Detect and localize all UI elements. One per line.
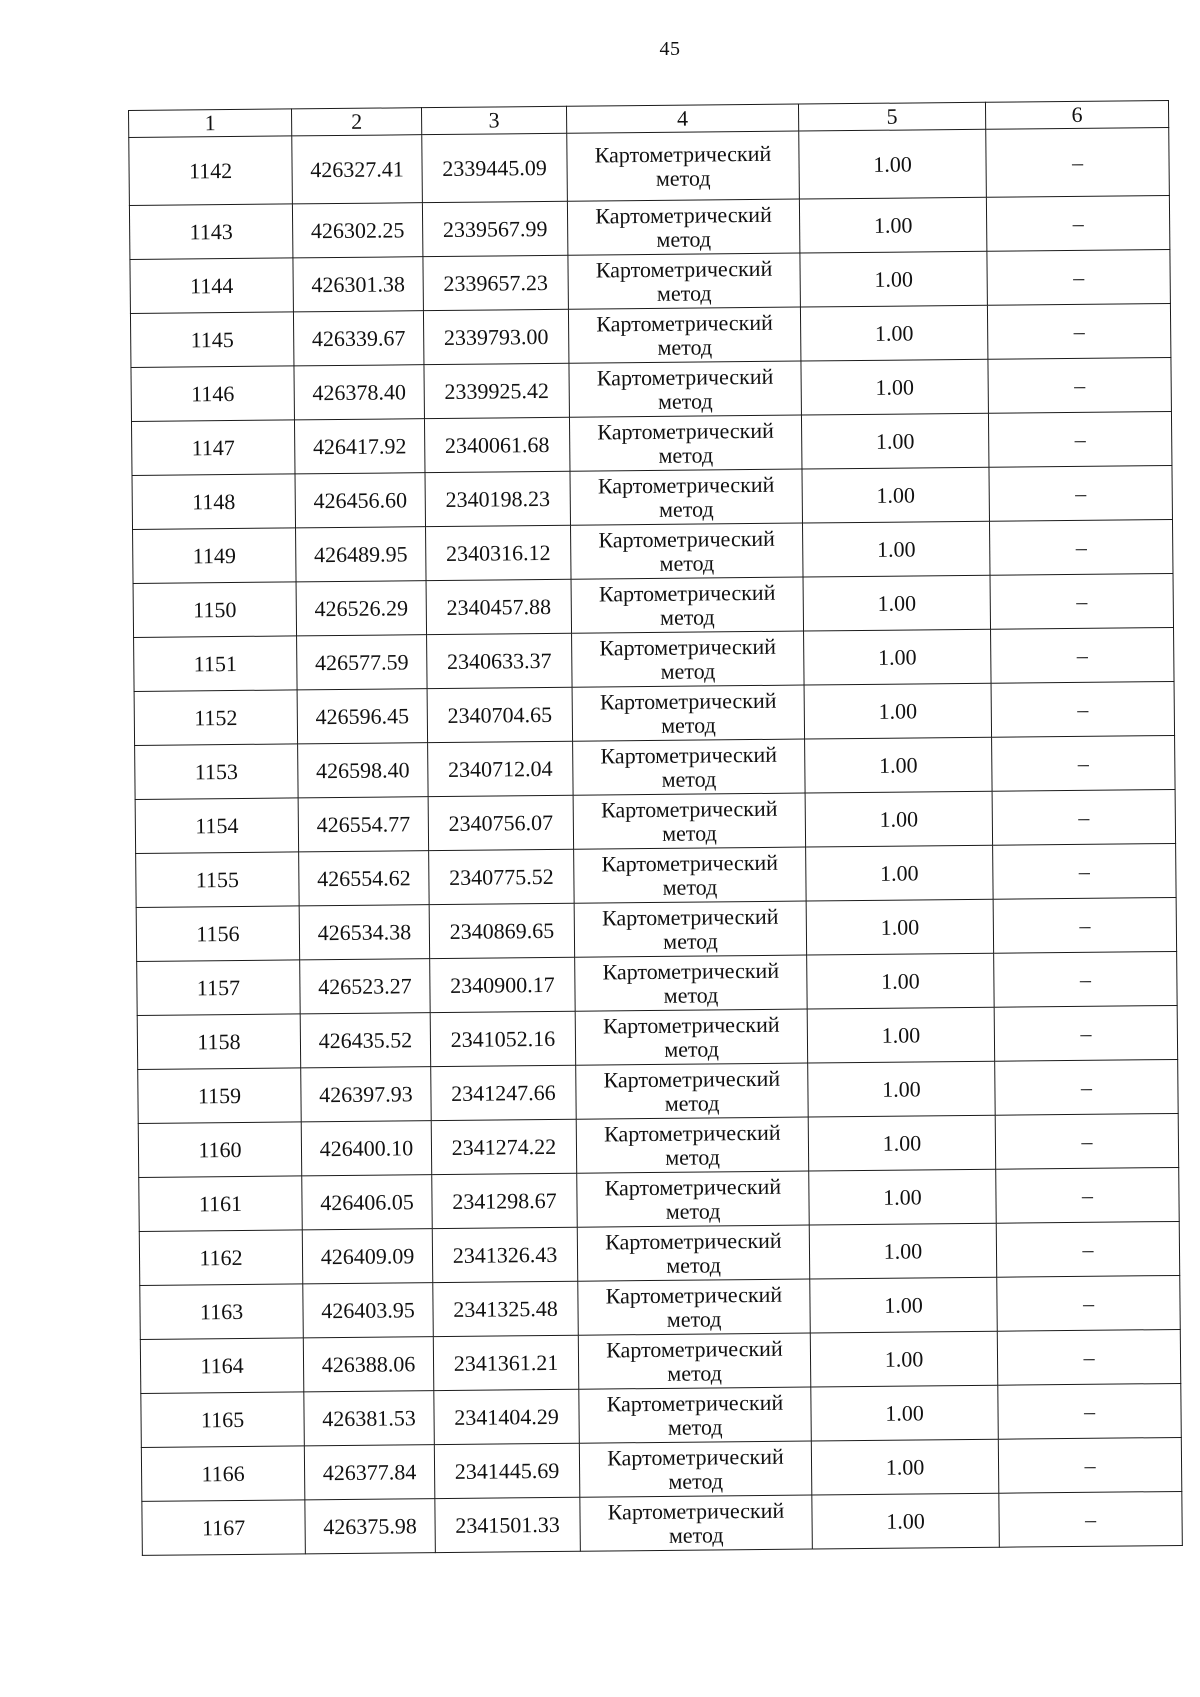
accuracy-cell: 1.00 — [809, 1169, 997, 1225]
note-cell: – — [994, 951, 1178, 1007]
x-coordinate-cell: 426409.09 — [302, 1229, 433, 1284]
method-line-2: метод — [663, 981, 719, 1008]
note-cell: – — [997, 1329, 1181, 1385]
y-coordinate-cell: 2340712.04 — [428, 741, 574, 796]
header-col-5: 5 — [798, 102, 985, 131]
point-number-cell: 1150 — [133, 582, 297, 638]
method-cell — [574, 847, 807, 903]
x-coordinate-cell: 426375.98 — [305, 1499, 436, 1554]
method-cell — [576, 1117, 809, 1173]
table-row — [135, 789, 1175, 853]
method-cell — [573, 739, 806, 795]
method-line-2: метод — [657, 387, 713, 414]
table-row — [133, 519, 1173, 583]
y-coordinate-cell: 2340061.68 — [424, 417, 570, 472]
accuracy-cell: 1.00 — [809, 1223, 997, 1279]
method-line-2: метод — [667, 1359, 723, 1386]
y-coordinate-cell: 2339567.99 — [422, 201, 568, 256]
accuracy-cell: 1.00 — [800, 305, 988, 361]
table-row — [132, 465, 1172, 529]
method-cell — [577, 1225, 810, 1281]
table-row — [131, 358, 1171, 422]
method-cell — [569, 361, 802, 417]
method-cell — [579, 1441, 812, 1497]
table-row — [141, 1383, 1181, 1447]
method-line-2: метод — [668, 1521, 724, 1548]
coordinates-table-container — [128, 100, 1182, 1556]
accuracy-cell: 1.00 — [806, 899, 994, 955]
y-coordinate-cell: 2341325.48 — [433, 1281, 579, 1336]
point-number-cell: 1160 — [138, 1122, 302, 1178]
point-number-cell: 1167 — [142, 1500, 306, 1556]
point-number-cell: 1162 — [139, 1230, 303, 1286]
point-number-cell: 1156 — [136, 906, 300, 962]
method-line-1: Картометрический — [604, 1173, 782, 1200]
method-line-2: метод — [663, 927, 718, 954]
y-coordinate-cell: 2339445.09 — [422, 133, 568, 202]
method-line-1: Картометрический — [599, 687, 777, 714]
note-cell: – — [986, 196, 1170, 252]
point-number-cell: 1145 — [130, 312, 294, 368]
method-line-2: метод — [659, 603, 715, 630]
x-coordinate-cell: 426596.45 — [297, 689, 428, 744]
x-coordinate-cell: 426339.67 — [293, 311, 424, 366]
accuracy-cell: 1.00 — [808, 1115, 996, 1171]
method-cell — [578, 1333, 811, 1389]
note-cell: – — [989, 465, 1173, 521]
x-coordinate-cell: 426598.40 — [298, 743, 429, 798]
point-number-cell: 1154 — [135, 798, 299, 854]
method-line-1: Картометрический — [602, 957, 780, 984]
method-cell — [568, 307, 801, 363]
method-line-2: метод — [657, 333, 713, 360]
point-number-cell: 1164 — [140, 1338, 304, 1394]
method-line-1: Картометрический — [606, 1335, 783, 1362]
accuracy-cell: 1.00 — [799, 129, 987, 199]
table-row — [138, 1113, 1178, 1177]
point-number-cell: 1142 — [129, 136, 293, 206]
method-line-2: метод — [666, 1251, 722, 1278]
point-number-cell: 1147 — [131, 420, 295, 476]
x-coordinate-cell: 426403.95 — [303, 1283, 434, 1338]
method-line-1: Картометрический — [597, 471, 775, 499]
accuracy-cell: 1.00 — [808, 1061, 996, 1117]
x-coordinate-cell: 426554.62 — [299, 851, 430, 906]
y-coordinate-cell: 2341274.22 — [431, 1119, 577, 1174]
note-cell: – — [988, 358, 1172, 414]
method-cell — [571, 523, 804, 579]
y-coordinate-cell: 2340704.65 — [427, 687, 573, 742]
accuracy-cell: 1.00 — [811, 1385, 999, 1441]
x-coordinate-cell: 426554.77 — [298, 797, 429, 852]
method-line-1: Картометрический — [603, 1119, 781, 1146]
accuracy-cell: 1.00 — [811, 1439, 999, 1495]
method-line-2: метод — [664, 1089, 720, 1116]
header-col-3: 3 — [421, 106, 566, 134]
table-row — [129, 128, 1170, 206]
note-cell: – — [997, 1275, 1181, 1331]
header-col-6: 6 — [985, 101, 1168, 130]
note-cell: – — [987, 250, 1171, 306]
y-coordinate-cell: 2341298.67 — [432, 1173, 578, 1228]
method-line-2: метод — [655, 164, 711, 191]
point-number-cell: 1146 — [131, 366, 295, 422]
method-cell — [574, 901, 807, 957]
x-coordinate-cell: 426534.38 — [299, 905, 430, 960]
point-number-cell: 1148 — [132, 474, 296, 530]
method-cell — [579, 1387, 812, 1443]
y-coordinate-cell: 2341326.43 — [432, 1227, 578, 1282]
method-line-1: Картометрический — [598, 525, 775, 553]
method-line-1: Картометрический — [599, 633, 777, 660]
page-number: 45 — [659, 38, 681, 60]
note-cell: – — [991, 627, 1175, 683]
note-cell: – — [989, 519, 1173, 575]
accuracy-cell: 1.00 — [802, 467, 990, 523]
method-line-1: Картометрический — [607, 1497, 785, 1524]
y-coordinate-cell: 2341445.69 — [434, 1443, 580, 1498]
note-cell: – — [988, 411, 1172, 467]
method-line-1: Картометрический — [594, 140, 772, 168]
table-row — [136, 843, 1176, 907]
table-row — [140, 1275, 1180, 1339]
y-coordinate-cell: 2341501.33 — [435, 1497, 581, 1552]
table-body — [129, 128, 1183, 1556]
table-row — [134, 681, 1174, 745]
table-row — [137, 951, 1177, 1015]
y-coordinate-cell: 2341361.21 — [433, 1335, 579, 1390]
point-number-cell: 1149 — [133, 528, 297, 584]
method-line-2: метод — [658, 495, 714, 522]
x-coordinate-cell: 426435.52 — [300, 1013, 431, 1068]
y-coordinate-cell: 2340633.37 — [427, 633, 573, 688]
accuracy-cell: 1.00 — [799, 197, 987, 253]
note-cell: – — [996, 1221, 1180, 1277]
method-line-2: метод — [667, 1413, 723, 1440]
y-coordinate-cell: 2341052.16 — [430, 1011, 576, 1066]
y-coordinate-cell: 2340869.65 — [429, 903, 575, 958]
table-row — [135, 735, 1175, 799]
method-line-1: Картометрический — [606, 1389, 784, 1416]
y-coordinate-cell: 2341247.66 — [431, 1065, 577, 1120]
note-cell: – — [998, 1437, 1182, 1493]
method-cell — [572, 631, 805, 687]
point-number-cell: 1161 — [139, 1176, 303, 1232]
accuracy-cell: 1.00 — [804, 629, 992, 685]
y-coordinate-cell: 2339657.23 — [423, 255, 569, 310]
point-number-cell: 1151 — [134, 636, 298, 692]
header-col-1: 1 — [129, 109, 292, 138]
x-coordinate-cell: 426377.84 — [304, 1445, 435, 1500]
method-cell — [578, 1279, 811, 1335]
method-line-1: Картометрический — [600, 795, 778, 822]
method-line-2: метод — [662, 819, 717, 846]
table-row — [138, 1059, 1178, 1123]
table-row — [134, 627, 1174, 691]
method-cell — [576, 1063, 809, 1119]
x-coordinate-cell: 426526.29 — [296, 581, 427, 636]
x-coordinate-cell: 426489.95 — [296, 527, 427, 582]
note-cell: – — [993, 897, 1177, 953]
method-line-2: метод — [661, 711, 716, 738]
method-line-1: Картометрический — [607, 1443, 784, 1470]
header-col-2: 2 — [291, 108, 421, 136]
point-number-cell: 1152 — [134, 690, 298, 746]
method-cell — [573, 793, 806, 849]
method-line-1: Картометрический — [595, 201, 772, 229]
y-coordinate-cell: 2339793.00 — [423, 309, 569, 364]
method-line-1: Картометрический — [601, 849, 779, 876]
method-line-2: метод — [661, 765, 717, 792]
point-number-cell: 1158 — [137, 1014, 301, 1070]
y-coordinate-cell: 2340756.07 — [428, 795, 574, 850]
header-col-4: 4 — [566, 104, 798, 133]
x-coordinate-cell: 426302.25 — [292, 203, 423, 258]
point-number-cell: 1166 — [141, 1446, 305, 1502]
x-coordinate-cell: 426378.40 — [294, 365, 425, 420]
table-row — [130, 304, 1170, 368]
y-coordinate-cell: 2340775.52 — [429, 849, 575, 904]
note-cell: – — [996, 1167, 1180, 1223]
x-coordinate-cell: 426417.92 — [294, 419, 425, 474]
accuracy-cell: 1.00 — [807, 953, 995, 1009]
note-cell: – — [998, 1383, 1182, 1439]
y-coordinate-cell: 2341404.29 — [434, 1389, 580, 1444]
note-cell: – — [992, 789, 1176, 845]
accuracy-cell: 1.00 — [810, 1277, 998, 1333]
coordinates-table — [128, 100, 1183, 1556]
x-coordinate-cell: 426406.05 — [302, 1175, 433, 1230]
table-row — [129, 196, 1169, 260]
method-line-2: метод — [658, 441, 714, 468]
method-line-1: Картометрический — [596, 363, 774, 391]
method-line-2: метод — [656, 279, 712, 306]
accuracy-cell: 1.00 — [806, 845, 994, 901]
y-coordinate-cell: 2340900.17 — [430, 957, 576, 1012]
method-cell — [572, 685, 805, 741]
method-cell — [575, 1009, 808, 1065]
method-line-2: метод — [666, 1305, 722, 1332]
method-cell — [571, 577, 804, 633]
method-cell — [569, 415, 802, 471]
accuracy-cell: 1.00 — [801, 413, 989, 469]
point-number-cell: 1143 — [129, 204, 293, 260]
table-row — [133, 573, 1173, 637]
y-coordinate-cell: 2340457.88 — [426, 579, 572, 634]
accuracy-cell: 1.00 — [803, 575, 991, 631]
note-cell: – — [999, 1491, 1183, 1547]
method-cell — [580, 1495, 813, 1551]
accuracy-cell: 1.00 — [801, 359, 989, 415]
method-line-1: Картометрический — [603, 1065, 781, 1092]
method-cell — [575, 955, 808, 1011]
method-line-1: Картометрический — [605, 1227, 782, 1254]
note-cell: – — [994, 1005, 1178, 1061]
point-number-cell: 1144 — [130, 258, 294, 314]
note-cell: – — [995, 1113, 1179, 1169]
table-row — [131, 411, 1171, 475]
x-coordinate-cell: 426400.10 — [301, 1121, 432, 1176]
note-cell: – — [991, 681, 1175, 737]
method-line-1: Картометрический — [602, 1011, 780, 1038]
x-coordinate-cell: 426456.60 — [295, 473, 426, 528]
accuracy-cell: 1.00 — [805, 791, 993, 847]
method-line-1: Картометрический — [595, 255, 773, 283]
point-number-cell: 1153 — [135, 744, 299, 800]
accuracy-cell: 1.00 — [802, 521, 990, 577]
point-number-cell: 1155 — [136, 852, 300, 908]
method-line-1: Картометрический — [601, 903, 779, 930]
method-line-2: метод — [659, 549, 715, 576]
method-line-1: Картометрический — [598, 579, 776, 607]
x-coordinate-cell: 426523.27 — [300, 959, 431, 1014]
table-row — [140, 1329, 1180, 1393]
table-row — [139, 1221, 1179, 1285]
method-line-2: метод — [668, 1467, 724, 1494]
method-line-2: метод — [660, 657, 716, 684]
accuracy-cell: 1.00 — [800, 251, 988, 307]
method-line-1: Картометрический — [596, 309, 773, 337]
accuracy-cell: 1.00 — [812, 1493, 1000, 1549]
note-cell: – — [987, 304, 1171, 360]
note-cell: – — [992, 735, 1176, 791]
method-line-2: метод — [664, 1035, 719, 1062]
method-line-2: метод — [665, 1197, 721, 1224]
x-coordinate-cell: 426327.41 — [292, 135, 423, 204]
method-line-1: Картометрический — [605, 1281, 783, 1308]
x-coordinate-cell: 426397.93 — [301, 1067, 432, 1122]
method-cell — [570, 469, 803, 525]
accuracy-cell: 1.00 — [807, 1007, 995, 1063]
method-cell — [567, 199, 800, 255]
method-cell — [577, 1171, 810, 1227]
y-coordinate-cell: 2340198.23 — [425, 471, 571, 526]
method-line-1: Картометрический — [600, 741, 778, 768]
x-coordinate-cell: 426577.59 — [297, 635, 428, 690]
accuracy-cell: 1.00 — [804, 683, 992, 739]
table-row — [137, 1005, 1177, 1069]
note-cell: – — [990, 573, 1174, 629]
method-cell — [568, 253, 801, 309]
note-cell: – — [993, 843, 1177, 899]
table-row — [136, 897, 1176, 961]
method-line-2: метод — [665, 1143, 720, 1170]
table-row — [139, 1167, 1179, 1231]
method-cell — [567, 131, 800, 201]
point-number-cell: 1157 — [137, 960, 301, 1016]
x-coordinate-cell: 426301.38 — [293, 257, 424, 312]
note-cell: – — [995, 1059, 1179, 1115]
method-line-2: метод — [662, 873, 718, 900]
table-row — [141, 1437, 1181, 1501]
x-coordinate-cell: 426388.06 — [303, 1337, 434, 1392]
table-row — [142, 1491, 1182, 1555]
accuracy-cell: 1.00 — [810, 1331, 998, 1387]
note-cell: – — [986, 128, 1170, 198]
point-number-cell: 1159 — [138, 1068, 302, 1124]
accuracy-cell: 1.00 — [805, 737, 993, 793]
method-line-1: Картометрический — [597, 417, 774, 445]
y-coordinate-cell: 2339925.42 — [424, 363, 570, 418]
y-coordinate-cell: 2340316.12 — [426, 525, 572, 580]
x-coordinate-cell: 426381.53 — [304, 1391, 435, 1446]
method-line-2: метод — [656, 225, 712, 252]
point-number-cell: 1163 — [140, 1284, 304, 1340]
point-number-cell: 1165 — [141, 1392, 305, 1448]
table-row — [130, 250, 1170, 314]
